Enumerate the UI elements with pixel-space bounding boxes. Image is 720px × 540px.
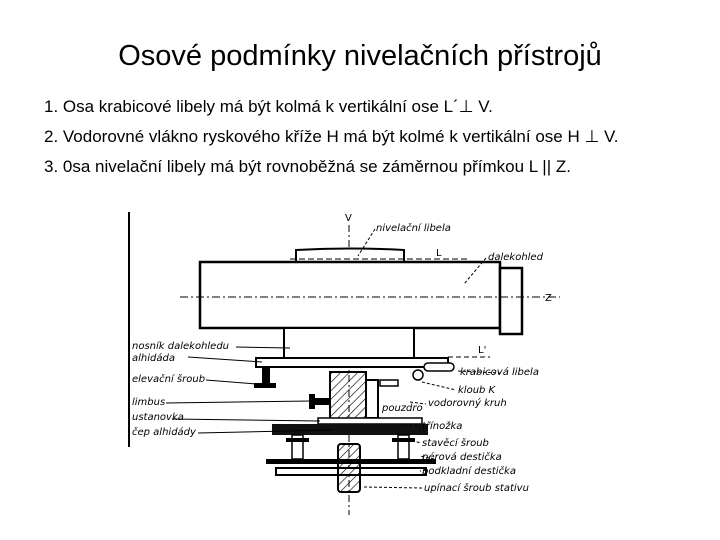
elevation-screw-head <box>254 383 276 388</box>
condition-1: 1. Osa krabicové libely má být kolmá k vertikální ose L´⊥ V. <box>44 97 493 116</box>
label-leveling-vial: nivelační libela <box>376 223 451 234</box>
label-telescope: dalekohled <box>488 252 543 263</box>
label-alidade: alhidáda <box>132 353 175 364</box>
alidade-plate <box>256 358 448 367</box>
label-footscrew: stavěcí šroub <box>422 438 489 449</box>
hinge-bracket <box>380 380 398 386</box>
axis-z-label: Z <box>545 293 552 304</box>
label-hinge-k: kloub K <box>458 385 496 396</box>
label-horizontal-circle: vodorovný kruh <box>428 398 507 409</box>
tripod-fixing-screw <box>338 444 360 492</box>
elevation-screw <box>262 367 270 383</box>
label-tripod-screw: upínací šroub stativu <box>424 483 529 494</box>
axis-l-label: L <box>436 248 442 259</box>
axis-l-prime-label: L' <box>478 345 487 356</box>
label-spring-plate: pérová destička <box>422 452 502 463</box>
label-base-plate: podkladní destička <box>422 466 516 477</box>
telescope-support <box>284 328 414 358</box>
footscrew-right-nut <box>392 438 415 442</box>
label-clamp: ustanovka <box>132 412 184 423</box>
telescope-objective <box>500 268 522 334</box>
leveling-vial <box>296 249 404 263</box>
label-elevation-screw: elevační šroub <box>132 374 206 385</box>
condition-3: 3. 0sa nivelační libely má být rovnoběžná se záměrnou přímkou L || Z. <box>44 157 571 176</box>
label-housing: pouzdro <box>382 403 423 414</box>
clamp-screw <box>314 398 330 405</box>
footscrew-left-nut <box>286 438 309 442</box>
label-telescope-support: nosník dalekohledu <box>132 341 230 352</box>
housing <box>366 380 378 418</box>
hinge-k <box>413 370 423 380</box>
horizontal-circle <box>318 418 422 424</box>
tribrach <box>272 424 428 435</box>
axis-v-label: V <box>345 213 352 224</box>
label-alidade-spindle: čep alhidády <box>132 427 196 438</box>
telescope-body <box>200 262 500 328</box>
circular-vial <box>424 363 454 371</box>
label-circular-vial: krabicová libela <box>460 367 539 378</box>
label-tribrach: třínožka <box>422 421 463 432</box>
label-limbus: limbus <box>132 397 166 408</box>
page-title: Osové podmínky nivelačních přístrojů <box>118 40 602 72</box>
condition-2: 2. Vodorovné vlákno ryskového kříže H má být kolmé k vertikální ose H ⊥ V. <box>44 127 619 146</box>
